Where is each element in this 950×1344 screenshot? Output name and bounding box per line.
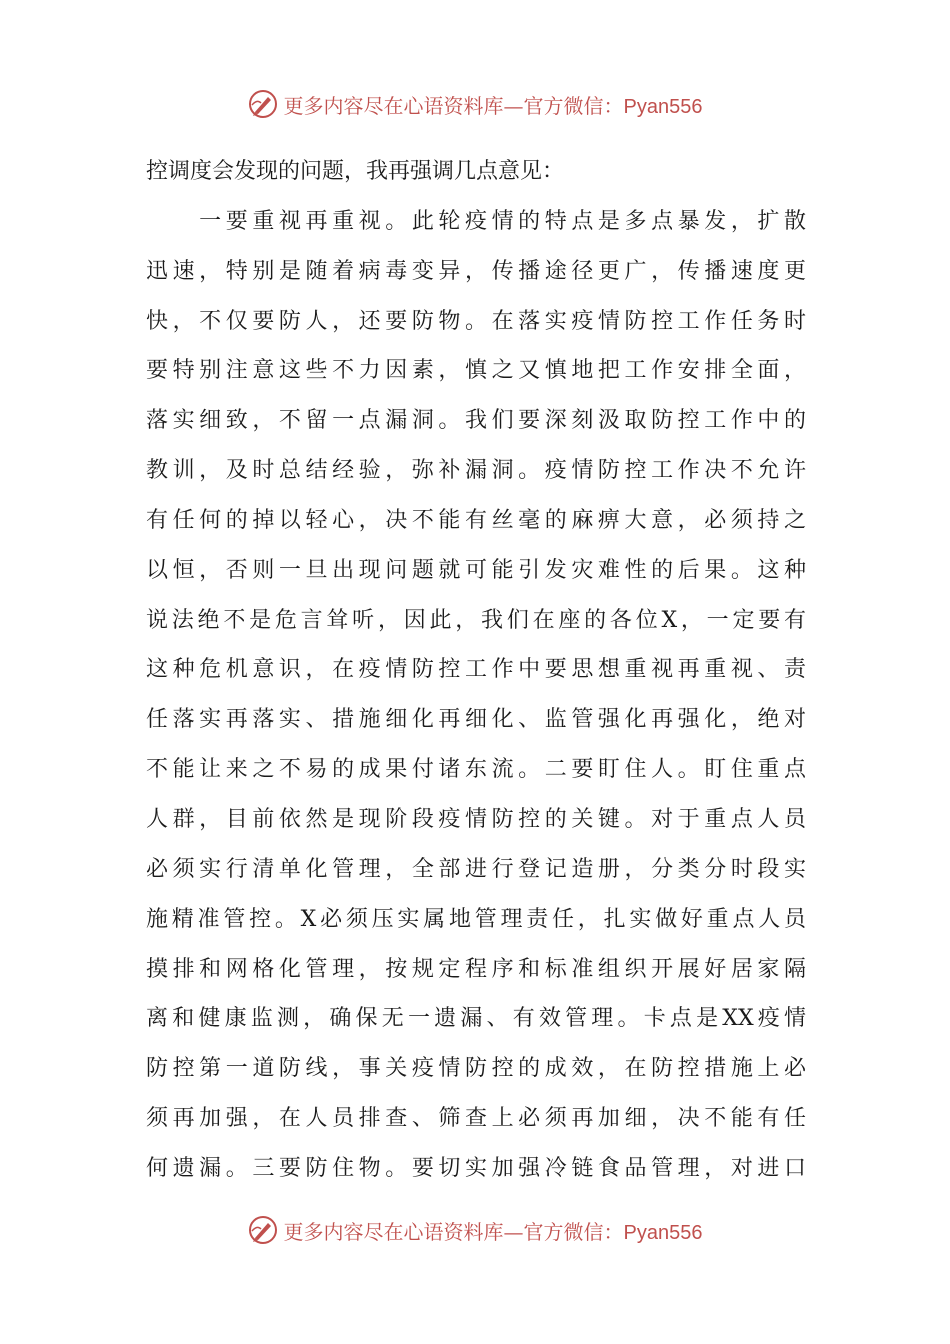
pen-logo-icon [248,1215,278,1245]
text-line: 人群，目前依然是现阶段疫情防控的关键。对于重点人员 [146,806,806,832]
footer-watermark-banner [0,1210,950,1250]
text-line: 教训，及时总结经验，弥补漏洞。疫情防控工作决不允许 [146,458,806,484]
text-line: 快，不仅要防人，还要防物。在落实疫情防控工作任务时 [146,308,806,334]
footer-wechat-id: Pyan556 [623,1221,703,1244]
header-wechat-id: Pyan556 [623,95,703,118]
text-line: 任落实再落实、措施细化再细化、监管强化再强化，绝对 [146,707,806,733]
header-banner-text [284,90,703,119]
text-line: 一要重视再重视。此轮疫情的特点是多点暴发，扩散 [146,208,806,234]
header-watermark-banner [0,84,950,124]
text-line: 须再加强，在人员排查、筛查上必须再加细，决不能有任 [146,1106,806,1132]
text-line: 这种危机意识，在疫情防控工作中要思想重视再重视、责 [146,657,806,683]
text-line: 何遗漏。三要防住物。要切实加强冷链食品管理，对进口 [146,1155,806,1181]
document-body [146,147,806,1194]
text-line: 施精准管控。X必须压实属地管理责任，扎实做好重点人员 [146,906,806,932]
pen-logo-icon [248,89,278,119]
text-line: 以恒，否则一旦出现问题就可能引发灾难性的后果。这种 [146,557,806,583]
text-line: 有任何的掉以轻心，决不能有丝毫的麻痹大意，必须持之 [146,507,806,533]
text-line: 不能让来之不易的成果付诸东流。二要盯住人。盯住重点 [146,757,806,783]
footer-banner-label: 更多内容尽在心语资料库—官方微信： [283,1219,624,1244]
text-line: 摸排和网格化管理，按规定程序和标准组织开展好居家隔 [146,956,806,982]
text-line: 离和健康监测，确保无一遗漏、有效管理。卡点是XX疫情 [146,1006,806,1032]
header-banner-label: 更多内容尽在心语资料库—官方微信： [283,93,624,118]
text-line: 要特别注意这些不力因素，慎之又慎地把工作安排全面， [146,358,806,384]
text-line: 说法绝不是危言耸听，因此，我们在座的各位X，一定要有 [146,607,806,633]
footer-banner-text [284,1216,703,1245]
text-line: 控调度会发现的问题，我再强调几点意见： [146,159,565,184]
text-line: 防控第一道防线，事关疫情防控的成效，在防控措施上必 [146,1056,806,1082]
text-line: 必须实行清单化管理，全部进行登记造册，分类分时段实 [146,856,806,882]
text-line: 迅速，特别是随着病毒变异，传播途径更广，传播速度更 [146,258,806,284]
text-line: 落实细致，不留一点漏洞。我们要深刻汲取防控工作中的 [146,408,806,434]
